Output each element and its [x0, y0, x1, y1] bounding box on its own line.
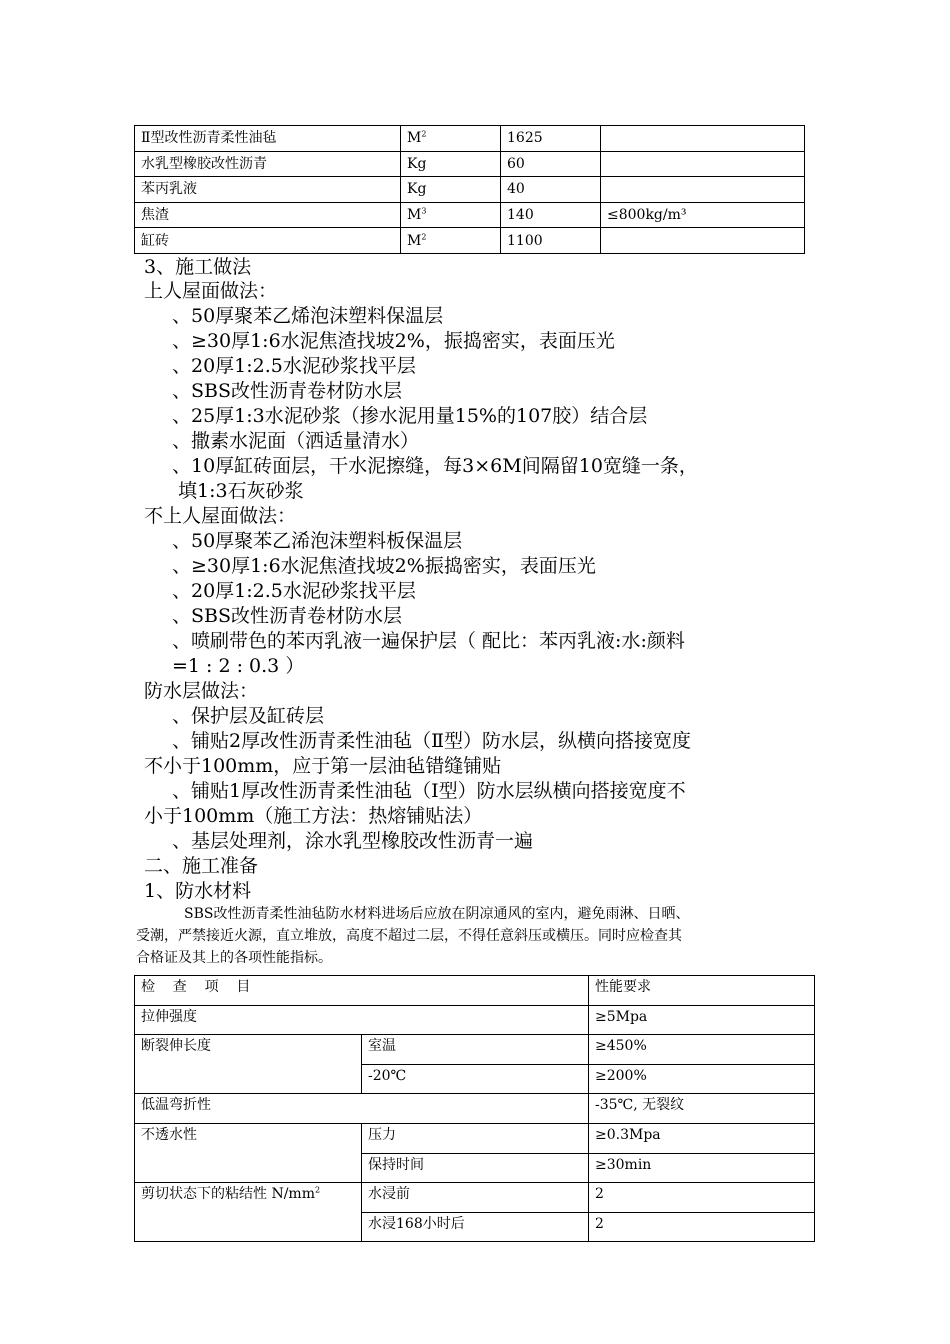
walkable-item: 、20厚1:2.5水泥砂浆找平层 [172, 355, 416, 377]
unit-cell [401, 228, 501, 254]
superscript: 2 [314, 1185, 321, 1195]
quantity-cell: 140 [501, 202, 601, 228]
unit-cell [401, 177, 501, 203]
unit-cell [401, 151, 501, 177]
walkable-item: 、25厚1:3水泥砂浆（掺水泥用量15%的107胶）结合层 [172, 405, 648, 427]
note-cell [601, 228, 805, 254]
superscript: 2 [421, 129, 427, 139]
roof-walkable-title: 上人屋面做法： [144, 280, 278, 302]
section-3-title: 3、施工做法 [144, 256, 252, 278]
waterproof-item-continuation: 小于100mm（施工方法：热熔铺贴法） [144, 805, 483, 827]
requirement-cell: ≥200% [589, 1064, 815, 1094]
walkable-item: 、50厚聚苯乙烯泡沫塑料保温层 [172, 305, 444, 327]
superscript: 3 [421, 206, 427, 216]
condition-cell: 水浸前 [362, 1183, 589, 1213]
condition-cell: 室温 [362, 1035, 589, 1065]
walkable-item: 、SBS改性沥青卷材防水层 [172, 380, 402, 402]
non-walkable-item: 、喷刷带色的苯丙乳液一遍保护层（ 配比：苯丙乳液:水:颜料 [172, 630, 685, 652]
quantity-cell: 1625 [501, 126, 601, 152]
requirement-cell: -35℃, 无裂纹 [589, 1094, 815, 1124]
requirement-cell: 2 [589, 1212, 815, 1242]
shear-item-text: 剪切状态下的粘结性 N/mm [141, 1186, 315, 1203]
section-2-title: 二、施工准备 [144, 855, 259, 877]
item-cell: 断裂伸长度 [135, 1035, 362, 1094]
paragraph-line: SBS改性沥青柔性油毡防水材料进场后应放在阴凉通风的室内，避免雨淋、日晒、 [184, 906, 690, 922]
materials-table [134, 125, 805, 254]
walkable-item: 、10厚缸砖面层，干水泥擦缝，每3×6M间隔留10宽缝一条， [172, 455, 698, 477]
walkable-item: 、≥30厚1:6水泥焦渣找坡2%，振捣密实，表面压光 [172, 330, 615, 352]
requirement-cell: ≥30min [589, 1153, 815, 1183]
table-row [135, 1035, 815, 1065]
waterproof-item: 、保护层及缸砖层 [172, 705, 325, 727]
waterproof-item: 、铺贴1厚改性沥青柔性油毡（Ⅰ型）防水层纵横向搭接宽度不 [172, 780, 686, 802]
table-row [135, 151, 805, 177]
unit-text: M [407, 207, 422, 224]
item-cell: 不透水性 [135, 1123, 362, 1182]
unit-text: M [407, 232, 422, 249]
walkable-item: 、撒素水泥面（洒适量清水） [172, 430, 420, 452]
material-name-cell: 焦渣 [135, 202, 401, 228]
header-requirement-cell: 性能要求 [589, 976, 815, 1006]
table-row [135, 177, 805, 203]
requirement-cell: 2 [589, 1183, 815, 1213]
table-row [135, 1005, 815, 1035]
unit-cell [401, 202, 501, 228]
condition-cell: -20℃ [362, 1064, 589, 1094]
condition-cell: 压力 [362, 1123, 589, 1153]
waterproof-title: 防水层做法： [144, 680, 259, 702]
walkable-item-continuation: 填1:3石灰砂浆 [178, 480, 304, 502]
table-row [135, 1123, 815, 1153]
unit-cell [401, 126, 501, 152]
non-walkable-item: 、50厚聚苯乙浠泡沫塑料板保温层 [172, 530, 463, 552]
subsection-1-title: 1、防水材料 [144, 880, 252, 902]
item-cell [135, 1183, 362, 1242]
non-walkable-item: 、SBS改性沥青卷材防水层 [172, 605, 402, 627]
condition-cell: 保持时间 [362, 1153, 589, 1183]
waterproof-item-continuation: 不小于100mm，应于第一层油毡错缝铺贴 [144, 755, 502, 777]
material-name-cell: 苯丙乳液 [135, 177, 401, 203]
note-cell [601, 177, 805, 203]
roof-non-walkable-title: 不上人屋面做法： [144, 505, 297, 527]
material-name-cell: 水乳型橡胶改性沥青 [135, 151, 401, 177]
item-cell: 低温弯折性 [135, 1094, 589, 1124]
requirement-cell: ≥5Mpa [589, 1005, 815, 1035]
quantity-cell: 60 [501, 151, 601, 177]
table-row [135, 126, 805, 152]
paragraph-line: 受潮，严禁接近火源，直立堆放，高度不超过二层，不得任意斜压或横压。同时应检查其 [136, 928, 682, 944]
table-row [135, 202, 805, 228]
note-cell [601, 126, 805, 152]
material-name-cell: 缸砖 [135, 228, 401, 254]
condition-cell: 水浸168小时后 [362, 1212, 589, 1242]
performance-table [134, 975, 815, 1242]
quantity-cell: 1100 [501, 228, 601, 254]
table-row [135, 1094, 815, 1124]
header-item-cell: 检 查 项 目 [135, 976, 589, 1006]
superscript: 2 [421, 232, 427, 242]
table-row [135, 1183, 815, 1213]
materials-paragraph [136, 903, 814, 969]
note-cell [601, 151, 805, 177]
non-walkable-item: 、20厚1:2.5水泥砂浆找平层 [172, 580, 416, 602]
unit-text: Kg [407, 181, 427, 198]
waterproof-item: 、铺贴2厚改性沥青柔性油毡（Ⅱ型）防水层，纵横向搭接宽度 [172, 730, 692, 752]
table-row [135, 976, 815, 1006]
note-cell: ≤800kg/m³ [601, 202, 805, 228]
item-cell: 拉伸强度 [135, 1005, 589, 1035]
unit-text: Kg [407, 155, 427, 172]
table-row [135, 228, 805, 254]
material-name-cell: Ⅱ型改性沥青柔性油毡 [135, 126, 401, 152]
requirement-cell: ≥0.3Mpa [589, 1123, 815, 1153]
quantity-cell: 40 [501, 177, 601, 203]
requirement-cell: ≥450% [589, 1035, 815, 1065]
non-walkable-item: 、≥30厚1:6水泥焦渣找坡2%振捣密实，表面压光 [172, 555, 596, 577]
waterproof-item: 、基层处理剂，涂水乳型橡胶改性沥青一遍 [172, 830, 534, 852]
non-walkable-item-continuation: =1 : 2 : 0.3 ） [172, 655, 305, 677]
unit-text: M [407, 130, 422, 147]
paragraph-line: 合格证及其上的各项性能指标。 [136, 950, 332, 966]
